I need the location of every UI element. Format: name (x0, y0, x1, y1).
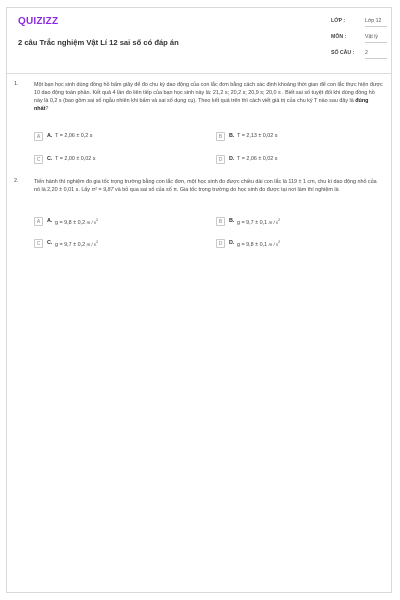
question-math: π² = 9,87 (91, 187, 114, 193)
option-label: D. (229, 240, 235, 246)
question-text (34, 81, 384, 113)
option-label: B. (229, 218, 235, 224)
option-unit-exponent: 2 (96, 218, 99, 222)
option-text (237, 218, 280, 226)
option-text: T = 2,00 ± 0,02 s (55, 156, 96, 162)
option-letter-box[interactable]: C (34, 239, 43, 248)
option-value: g = 9,8 ± 0,2 (55, 219, 86, 226)
option-label: C. (47, 156, 53, 162)
header-divider (7, 73, 391, 74)
option-value: g = 9,7 ± 0,1 (237, 219, 268, 226)
option-label: A. (47, 218, 53, 224)
option-letter-box[interactable]: A (34, 132, 43, 141)
question-text-plain: Một bạn học sinh dùng đồng hồ bấm giây để đo chu kỳ dao động của con lắc đơn bằng cách xác định khoảng thời gian để con lắc thực hiện được 10 dao động toàn phần. Kết quả 4 lần đo liên tiếp của bạn học sinh này là: 21,2 s; 20,2 s; 20,9 s; 20,0 s . Biết sai số tuyệt đối khi dùng đồng hồ này là 0,2 s (bao gồm sai số ngẫu nhiên khi bấm và sai số dụng cụ). Theo kết quả trên thì cách viết giá trị của chu kỳ T nào sau đây là (34, 82, 383, 104)
option-text: T = 2,06 ± 0,02 s (237, 156, 278, 162)
question-number: 1. (14, 81, 19, 87)
option-letter-box[interactable]: B (216, 217, 225, 226)
option-text: T = 2,06 ± 0,2 s (55, 133, 93, 139)
option-letter-box[interactable]: D (216, 239, 225, 248)
option-value: g = 9,8 ± 0,1 (237, 241, 268, 248)
option-unit: m / s (86, 241, 97, 247)
meta-subject-label: MÔN : (331, 34, 347, 40)
option-letter-box[interactable]: A (34, 217, 43, 226)
question-text (34, 178, 384, 194)
question-text-emphasis: đúng nhất (34, 98, 369, 112)
option-letter-box[interactable]: D (216, 155, 225, 164)
meta-class-value: Lớp 12 (365, 18, 387, 27)
option-unit: m / s (268, 219, 279, 225)
option-value: g = 9,7 ± 0,2 (55, 241, 86, 248)
option-text (55, 218, 98, 226)
question-text-part-b: và bỏ qua sai số của số π. Gia tốc trọng trường do học sinh đo được tại nơi làm thí nghiệm là (113, 187, 339, 193)
option-unit: m / s (86, 219, 97, 225)
option-letter-box[interactable]: C (34, 155, 43, 164)
meta-class-label: LỚP : (331, 18, 346, 24)
option-unit-exponent: 2 (96, 240, 99, 244)
option-label: D. (229, 156, 235, 162)
question-text-end: ? (45, 106, 49, 112)
option-text (237, 240, 280, 248)
option-label: C. (47, 240, 53, 246)
question-number: 2. (14, 178, 19, 184)
page-title: 2 câu Trắc nghiệm Vật Lí 12 sai số có đáp án (18, 38, 179, 47)
quizizz-logo: QUIZIZZ (18, 16, 59, 27)
option-letter-box[interactable]: B (216, 132, 225, 141)
option-unit: m / s (268, 241, 279, 247)
meta-count-value: 2 (365, 50, 387, 59)
option-text (55, 240, 98, 248)
worksheet-page (6, 7, 392, 593)
question-text-part-a: Tiến hành thí nghiệm đo gia tốc trọng trường bằng con lắc đơn, một học sinh đo được chiều dài con lắc là 119 ± 1 cm, chu kì dao động nhỏ của nó là 2,20 ± 0,01 s. Lấy (34, 179, 377, 193)
option-text: T = 2,13 ± 0,02 s (237, 133, 278, 139)
meta-subject-value: Vật lý (365, 34, 387, 43)
meta-count-label: SỐ CÂU : (331, 50, 355, 56)
option-unit-exponent: 2 (278, 218, 281, 222)
option-label: A. (47, 133, 53, 139)
option-unit-exponent: 2 (278, 240, 281, 244)
option-label: B. (229, 133, 235, 139)
